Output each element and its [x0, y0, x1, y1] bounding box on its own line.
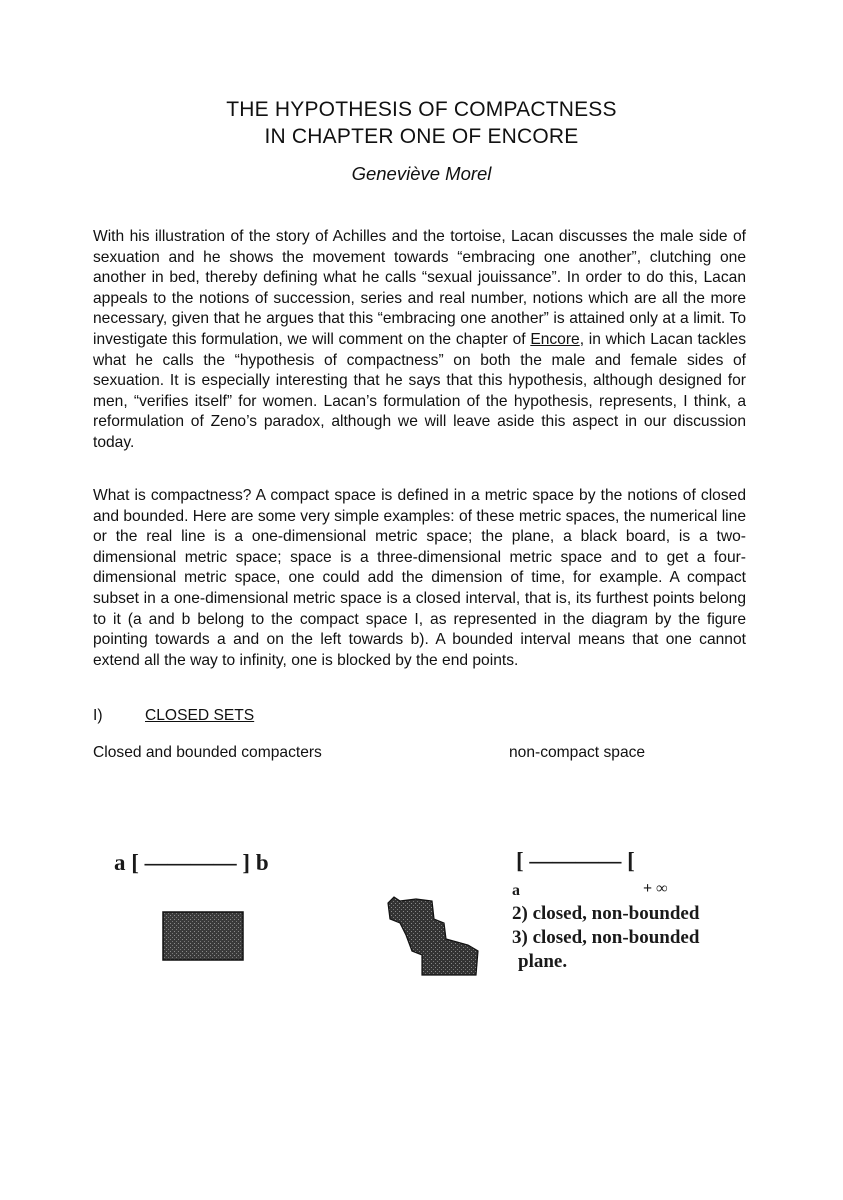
figure-label-non-compact: non-compact space [509, 744, 646, 761]
author-name: Geneviève Morel [351, 163, 492, 184]
paragraph-intro [93, 227, 746, 454]
note-closed-non-bounded-plane: 3) closed, non-bounded [512, 927, 700, 948]
closed-interval-diagram: a [ ———— ] b [114, 850, 269, 875]
note-plane: plane. [518, 951, 568, 972]
encore-reference: Encore [530, 330, 580, 348]
paragraph-compactness: What is compactness? A compact space is defined in a metric space by the notions of closed and bounded. Here are some very simple examples: of these metric spaces, the numerical line or the real line is a one-dimensional metric space; the plane, a black board, is a two-dimensional metric space; space is a three-dimensional metric space and to get a four-dimensional metric space, one could add the dimension of time, for example. A compact subset in a one-dimensional metric space is a closed interval, that is, its furthest points belong to it (a and b belong to the compact space I, as represented in the diagram by the figure pointing towards a and on the left towards b). A bounded interval means that one cannot extend all the way to infinity, one is blocked by the end points. [93, 487, 746, 669]
document-title [0, 96, 843, 150]
figure-notes [512, 902, 699, 974]
section-number: I) [93, 707, 103, 724]
interval-infinity-label: + ∞ [643, 880, 668, 897]
figure-label-compact: Closed and bounded compacters [93, 744, 322, 761]
section-title: CLOSED SETS [145, 707, 255, 724]
paragraph-intro-start: With his illustration of the story of Achilles and the tortoise, Lacan discusses the male side of sexuation and he shows the movement towards “embracing one another”, clutching one another in bed, thereby defining what he calls “sexual jouissance”. In order to do this, Lacan appeals to the notions of succession, series and real number, notions which are all the more necessary, given that he argues that this “embracing one another” is attained only at a limit. To investigate this formulation, we will comment on the chapter of [93, 228, 746, 348]
interval-endpoint-a: a [512, 882, 520, 899]
compact-rectangle-shape [162, 911, 244, 961]
compact-irregular-shape [382, 895, 480, 977]
open-interval-diagram: [ ———— [ [516, 848, 635, 873]
paragraph-intro-end: , in which Lacan tackles what he calls the “hypothesis of compactness” on both the male and female sides of sexuation. It is especially interesting that he says that this hypothesis, although designed for men, “verifies itself” for women. Lacan’s formulation of the hypothesis, represents, I think, a reformulation of Zeno’s paradox, although we will leave aside this aspect in our discussion today. [93, 330, 746, 451]
section-heading [93, 707, 254, 725]
title-line-2: IN CHAPTER ONE OF ENCORE [264, 125, 579, 148]
note-closed-non-bounded: 2) closed, non-bounded [512, 903, 700, 924]
title-line-1: THE HYPOTHESIS OF COMPACTNESS [226, 98, 617, 121]
